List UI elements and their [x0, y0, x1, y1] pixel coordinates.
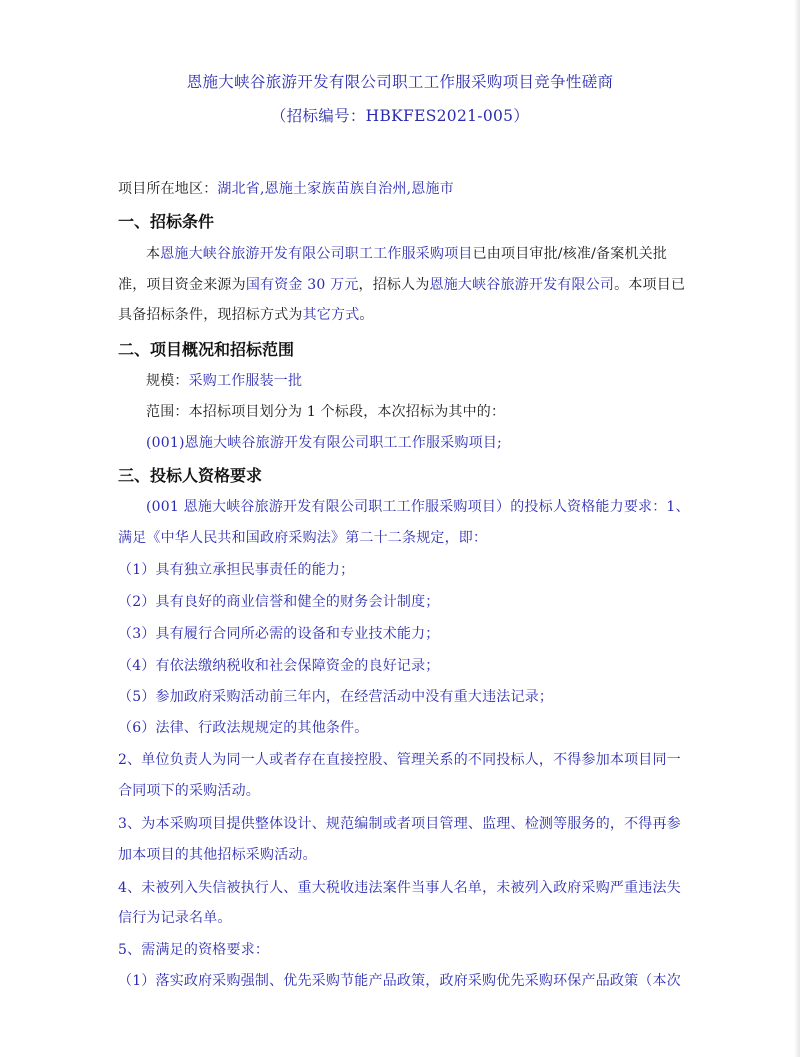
- fund-source: 国有资金 30 万元: [245, 277, 359, 293]
- requirement-4-line-1: 4、未被列入失信被执行人、重大税收违法案件当事人名单，未被列入政府采购严重违法失: [118, 880, 681, 896]
- document-title: 恩施大峡谷旅游开发有限公司职工工作服采购项目竞争性磋商: [186, 73, 614, 91]
- qualification-item: （1）具有独立承担民事责任的能力；: [118, 562, 355, 578]
- project-region: [118, 178, 454, 198]
- section-heading-bid-conditions: 一、招标条件: [118, 212, 215, 231]
- lot-item: (001)恩施大峡谷旅游开发有限公司职工工作服采购项目;: [146, 435, 502, 451]
- page-edge-shadow: [794, 0, 800, 1057]
- text-segment: ，招标人为: [358, 277, 430, 293]
- bid-number: （招标编号：HBKFES2021-005）: [270, 107, 530, 125]
- text-segment: 准，项目资金来源为: [118, 277, 246, 293]
- project-scope: 范围：本招标项目划分为 1 个标段，本次招标为其中的：: [146, 404, 506, 420]
- text-segment: 本: [146, 246, 161, 262]
- qualification-item: （5）参加政府采购活动前三年内，在经营活动中没有重大违法记录；: [118, 689, 554, 705]
- requirement-5-item-1: （1）落实政府采购强制、优先采购节能产品政策，政府采购优先采购环保产品政策（本次: [118, 973, 681, 989]
- text-segment: 。本项目已: [614, 277, 686, 293]
- text-segment: 具备招标条件，现招标方式为: [118, 307, 303, 323]
- requirement-5: 5、需满足的资格要求：: [118, 942, 270, 958]
- requirement-3-line-1: 3、为本采购项目提供整体设计、规范编制或者项目管理、监理、检测等服务的，不得再参: [118, 816, 681, 832]
- project-name: 恩施大峡谷旅游开发有限公司职工工作服采购项目: [160, 246, 473, 262]
- qualification-item: （6）法律、行政法规规定的其他条件。: [118, 720, 369, 736]
- bid-conditions-line-1: [146, 243, 667, 263]
- bid-conditions-line-3: [118, 304, 374, 324]
- tenderer-name: 恩施大峡谷旅游开发有限公司: [429, 277, 615, 293]
- region-label: 项目所在地区：: [118, 181, 218, 197]
- text-segment: 。: [359, 307, 374, 323]
- requirement-4-line-2: 信行为记录名单。: [118, 910, 232, 926]
- section-heading-project-overview: 二、项目概况和招标范围: [118, 340, 295, 359]
- qualification-item: （4）有依法缴纳税收和社会保障资金的良好记录；: [118, 658, 440, 674]
- qualification-intro-line-1: (001 恩施大峡谷旅游开发有限公司职工工作服采购项目）的投标人资格能力要求：1、: [146, 499, 690, 515]
- requirement-2-line-2: 合同项下的采购活动。: [118, 783, 260, 799]
- requirement-2-line-1: 2、单位负责人为同一人或者存在直接控股、管理关系的不同投标人，不得参加本项目同一: [118, 752, 681, 768]
- qualification-intro-line-2: 满足《中华人民共和国政府采购法》第二十二条规定，即：: [118, 530, 488, 546]
- bid-method: 其它方式: [302, 307, 360, 323]
- qualification-item: （2）具有良好的商业信誉和健全的财务会计制度；: [118, 594, 440, 610]
- bid-conditions-line-2: [118, 274, 685, 294]
- scale-value: 采购工作服装一批: [188, 373, 303, 389]
- section-heading-bidder-qualification: 三、投标人资格要求: [118, 466, 263, 485]
- text-segment: 已由项目审批/核准/备案机关批: [472, 246, 668, 262]
- qualification-item: （3）具有履行合同所必需的设备和专业技术能力；: [118, 626, 440, 642]
- scale-label: 规模：: [146, 373, 189, 389]
- project-scale: [146, 370, 302, 390]
- requirement-3-line-2: 加本项目的其他招标采购活动。: [118, 847, 317, 863]
- region-value: 湖北省,恩施土家族苗族自治州,恩施市: [217, 181, 454, 197]
